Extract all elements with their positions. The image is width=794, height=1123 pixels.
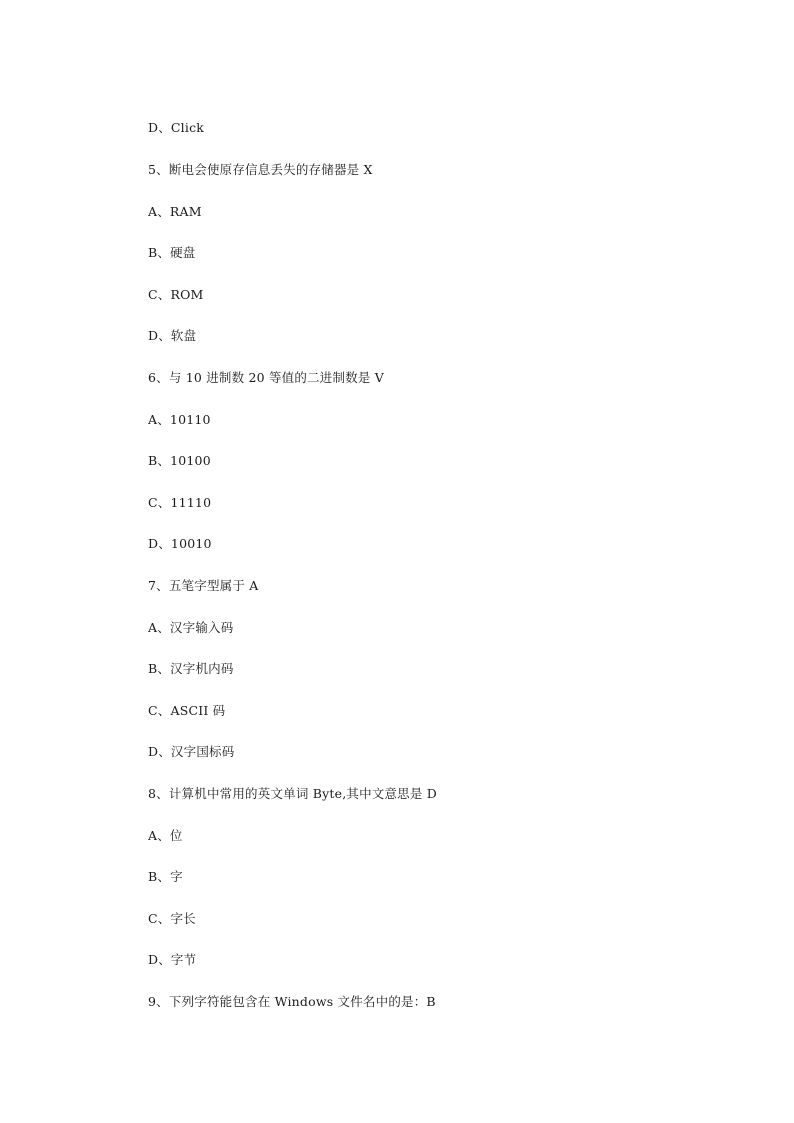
option-d-q6: D、10010 (148, 536, 212, 551)
option-c-q8: C、字长 (148, 911, 196, 926)
option-b-q5: B、硬盘 (148, 245, 196, 260)
option-c-q7: C、ASCII 码 (148, 703, 226, 718)
option-c-q6: C、11110 (148, 495, 212, 510)
option-a-q7: A、汉字输入码 (148, 620, 234, 635)
option-d-q5: D、软盘 (148, 328, 197, 343)
option-b-q6: B、10100 (148, 453, 211, 468)
question-6: 6、与 10 进制数 20 等值的二进制数是 V (148, 370, 384, 385)
question-9: 9、下列字符能包含在 Windows 文件名中的是：B (148, 994, 436, 1009)
question-5: 5、断电会使原存信息丢失的存储器是 X (148, 162, 373, 177)
option-a-q8: A、位 (148, 828, 183, 843)
option-b-q8: B、字 (148, 869, 183, 884)
option-a-q5: A、RAM (148, 204, 202, 219)
option-c-q5: C、ROM (148, 287, 204, 302)
option-d-q4: D、Click (148, 120, 205, 135)
option-d-q8: D、字节 (148, 952, 197, 967)
option-b-q7: B、汉字机内码 (148, 661, 234, 676)
question-8: 8、计算机中常用的英文单词 Byte,其中文意思是 D (148, 786, 437, 801)
question-7: 7、五笔字型属于 A (148, 578, 259, 593)
option-d-q7: D、汉字国标码 (148, 744, 235, 759)
option-a-q6: A、10110 (148, 412, 211, 427)
